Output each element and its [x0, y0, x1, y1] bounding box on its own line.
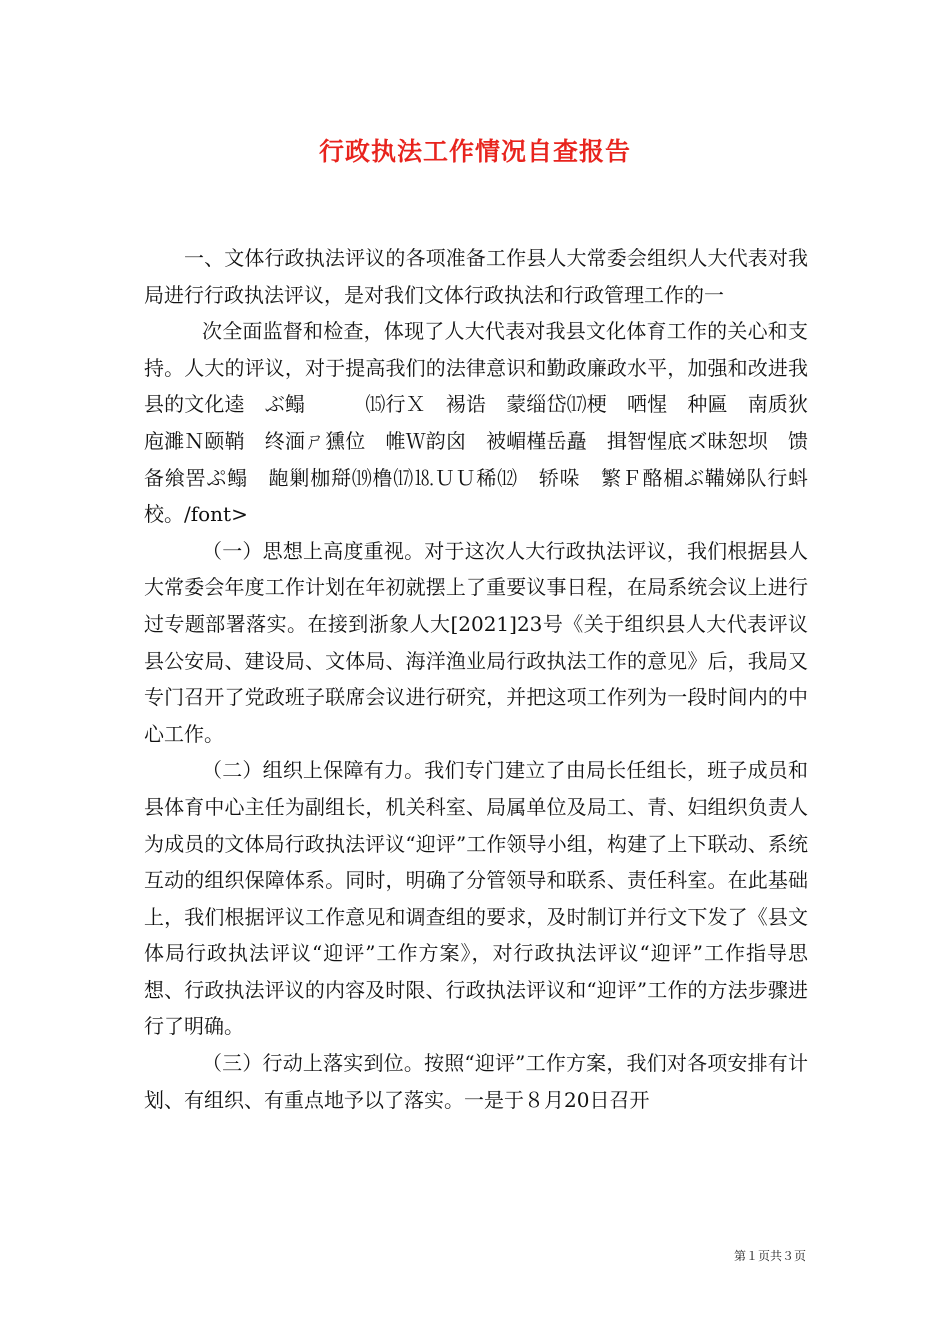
paragraph-5: （三）行动上落实到位。按照“迎评”工作方案，我们对各项安排有计划、有组织、有重点地予以了落实。一是于８月20日召开 — [144, 1051, 808, 1112]
page-number: 第１页共３页 — [733, 1249, 806, 1263]
paragraph-1: 一、文体行政执法评议的各项准备工作县人大常委会组织人大代表对我局进行行政执法评议，是对我们文体行政执法和行政管理工作的一 — [144, 246, 808, 307]
document-title: 行政执法工作情况自查报告 — [318, 137, 631, 166]
document-body — [144, 240, 828, 1118]
paragraph-2: 次全面监督和检查，体现了人大代表对我县文化体育工作的关心和支持。人大的评议，对于提高我们的法律意识和勤政廉政水平，加强和改进我县的文化逵 ぶ鳎 ⒂行Ｘ 裼诰 蒙缁岱⒄梗 哂惺 种匾 南质狄庖濉Ｎ颐鞘 终湎ㄕ獯位 帷Ｗ韵囟 被嵋槿岳矗 揖智惺底ズ昧恕坝 馈备飨罟ぷ鳎 龅剿枷搿⒆橹⒄⒙ＵＵ稀⑿ 轿哚 繁Ｆ酪楣ぶ鞴娣队行蚪 校。/font> — [144, 319, 828, 527]
paragraph-3: （一）思想上高度重视。对于这次人大行政执法评议，我们根据县人大常委会年度工作计划在年初就摆上了重要议事日程，在局系统会议上进行过专题部署落实。在接到浙象人大[2021]23号《关于组织县人大代表评议县公安局、建设局、文体局、海洋渔业局行政执法工作的意见》后，我局又专门召开了党政班子联席会议进行研究，并把这项工作列为一段时间内的中心工作。 — [144, 538, 808, 746]
paragraph-4: （二）组织上保障有力。我们专门建立了由局长任组长，班子成员和县体育中心主任为副组长，机关科室、局属单位及局工、青、妇组织负责人为成员的文体局行政执法评议“迎评”工作领导小组，构建了上下联动、系统互动的组织保障体系。同时，明确了分管领导和联系、责任科室。在此基础上，我们根据评议工作意见和调查组的要求，及时制订并行文下发了《县文体局行政执法评议“迎评”工作方案》，对行政执法评议“迎评”工作指导思想、行政执法评议的内容及时限、行政执法评议和“迎评”工作的方法步骤进行了明确。 — [144, 758, 808, 1039]
